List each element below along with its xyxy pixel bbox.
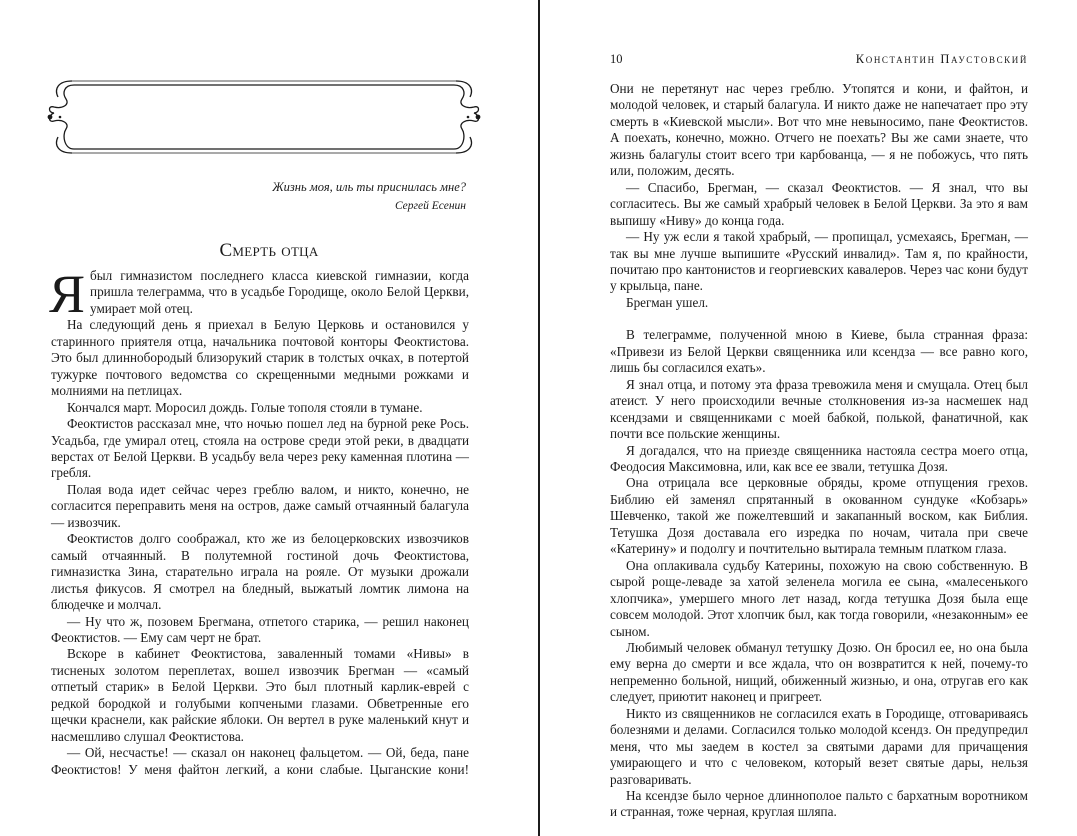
paragraph: — Ой, несчастье! — сказал он наконец фальцетом. — Ой, беда, пане Феоктистов! У меня файтон легкий, а кони слабые. Цыганские кони!	[51, 745, 469, 777]
epigraph-author: Сергей Есенин	[394, 200, 466, 212]
paragraph: Она отрицала все церковные обряды, кроме отпущения грехов. Библию ей заменял спрятанный в окованном сундуке «Кобзарь» Шевченко, такой же пожелтевший и закапанный воском, как Библия. Тетушка Дозя доставала его изредка по ночам, читала при свече «Катерину» и подолгу и почтительно вытирала темным платком глаза.	[610, 475, 1028, 557]
paragraph: Кончался март. Моросил дождь. Голые тополя стояли в тумане.	[67, 399, 423, 415]
paragraph: Феоктистов долго соображал, кто же из белоцерковских извозчиков самый отчаянный. В полутемной гостиной дочь Феоктистова, гимназистка Зина, старательно играла на рояле. От музыки дрожали листья фикусов. Я смотрел на бледный, выжатый ломтик лимона на блюдечке и молчал.	[51, 531, 469, 613]
left-page	[0, 0, 538, 836]
paragraph: Она оплакивала судьбу Катерины, похожую на свою собственную. В сырой роще-левадe за хатой зеленела могила ее сына, «малесенького хлопчика», умершего много лет назад, когда тетушка Дозя была еще совсем молодой. Этот хлопчик был, как тогда говорили, «незаконным» ее сыном.	[610, 557, 1028, 639]
paragraph: Они не перетянут нас через греблю. Утопятся и кони, и файтон, и молодой человек, и старый балагула. И никто даже не напечатает про эту смерть в «Киевской мысли». Вот что мне невыносимо, пане Феоктистов. А поехать, конечно, можно. Отчего не поехать? Вы же сами знаете, что жизнь балагулы стоит всего три карбованца, — я не побожусь, что пять или, положим, десять.	[610, 81, 1028, 179]
paragraph: На следующий день я приехал в Белую Церковь и остановился у старинного приятеля отца, начальника почтовой конторы Феоктистова. Это был длиннобородый близорукий старик в толстых очках, в потертой тужурке почтового ведомства со скрещенными медными рожками и молниями на петлицах.	[51, 317, 469, 399]
paragraph: Я догадался, что на приезде священника настояла сестра моего отца, Феодосия Максимовна, или, как все ее звали, тетушка Дозя.	[610, 442, 1028, 474]
paragraph: В телеграмме, полученной мною в Киеве, была странная фраза: «Привези из Белой Церкви священника или ксендза — все равно кого, лишь бы согласился ехать».	[610, 327, 1028, 376]
right-page	[541, 0, 1077, 836]
paragraph: Любимый человек обманул тетушку Дозю. Он бросил ее, но она была ему верна до смерти и все ждала, что он возвратится к ней, почему-то непременно больной, нищий, обиженный жизнью, и она, отругав его как следует, приютит наконец и пригреет.	[610, 639, 1028, 705]
paragraph: Я был гимназистом последнего класса киевской гимназии, когда пришла телеграмма, что в усадьбе Городище, около Белой Церкви, умирает мой отец.	[49, 264, 469, 324]
epigraph-line: Жизнь моя, иль ты приснилась мне?	[272, 180, 466, 194]
right-page-text	[610, 81, 1028, 821]
paragraph: Вскоре в кабинет Феоктистова, заваленный томами «Нивы» в тисненых золотом переплетах, вошел извозчик Брегман — «самый отпетый старик» в Белой Церкви. Это был плотный карлик-еврей с редкой бородкой и голубыми копчеными глазами. Обветренные его щечки краснели, как райские яблоки. Он вертел в руке маленький кнут и насмешливо слушал Феоктистова.	[51, 646, 469, 744]
paragraph: — Ну что ж, позовем Брегмана, отпетого старика, — решил наконец Феоктистов. — Ему сам черт не брат.	[51, 613, 469, 645]
paragraph: — Спасибо, Брегман, — сказал Феоктистов. — Я знал, что вы согласитесь. Вы же самый храбрый человек в Белой Церкви. За это я вам выпишу «Ниву» до конца года.	[610, 179, 1028, 228]
ornamental-frame	[44, 79, 484, 155]
paragraph: Брегман ушел.	[626, 294, 709, 310]
paragraph: Я знал отца, и потому эта фраза тревожила меня и смущала. Отец был атеист. У него происходили вечные столкновения из-за насмешек над ксендзами и священниками с моей бабкой, полькой, фанатичной, как почти все польские женщины.	[610, 376, 1028, 442]
paragraph: Феоктистов рассказал мне, что ночью пошел лед на бурной реке Рось. Усадьба, где умирал отец, стояла на острове среди этой реки, в двадцати верстах от Белой Церкви. В усадьбу вела через реку каменная плотина — гребля.	[51, 416, 469, 481]
drop-cap: Я	[49, 264, 86, 324]
left-page-text	[49, 264, 469, 778]
running-head-author: Константин Паустовский	[855, 52, 1028, 66]
book-spine	[538, 0, 540, 836]
paragraph: На ксендзе было черное длиннополое пальто с бархатным воротником и странная, тоже черная, круглая шляпа.	[610, 788, 1028, 820]
chapter-title: Смерть отца	[219, 240, 319, 261]
paragraph: — Ну уж если я такой храбрый, — пропищал, усмехаясь, Брегман, — так вы мне лучше выпишите «Русский инвалид». Там я, по крайности, почитаю про кантонистов и георгиевских кавалеров. Через час кони будут у крыльца, пане.	[610, 229, 1028, 294]
paragraph: Никто из священников не согласился ехать в Городище, отговариваясь болезнями и делами. Согласился только молодой ксендз. Он предупредил меня, что мы заедем в костел за святыми дарами для причащения умирающего и что с человеком, который везет святые дары, нельзя разговаривать.	[610, 705, 1028, 787]
page-number: 10	[610, 52, 623, 66]
paragraph: Полая вода идет сейчас через греблю валом, и никто, конечно, не согласится переправить меня на остров, даже самый отчаянный балагула — извозчик.	[51, 481, 469, 530]
